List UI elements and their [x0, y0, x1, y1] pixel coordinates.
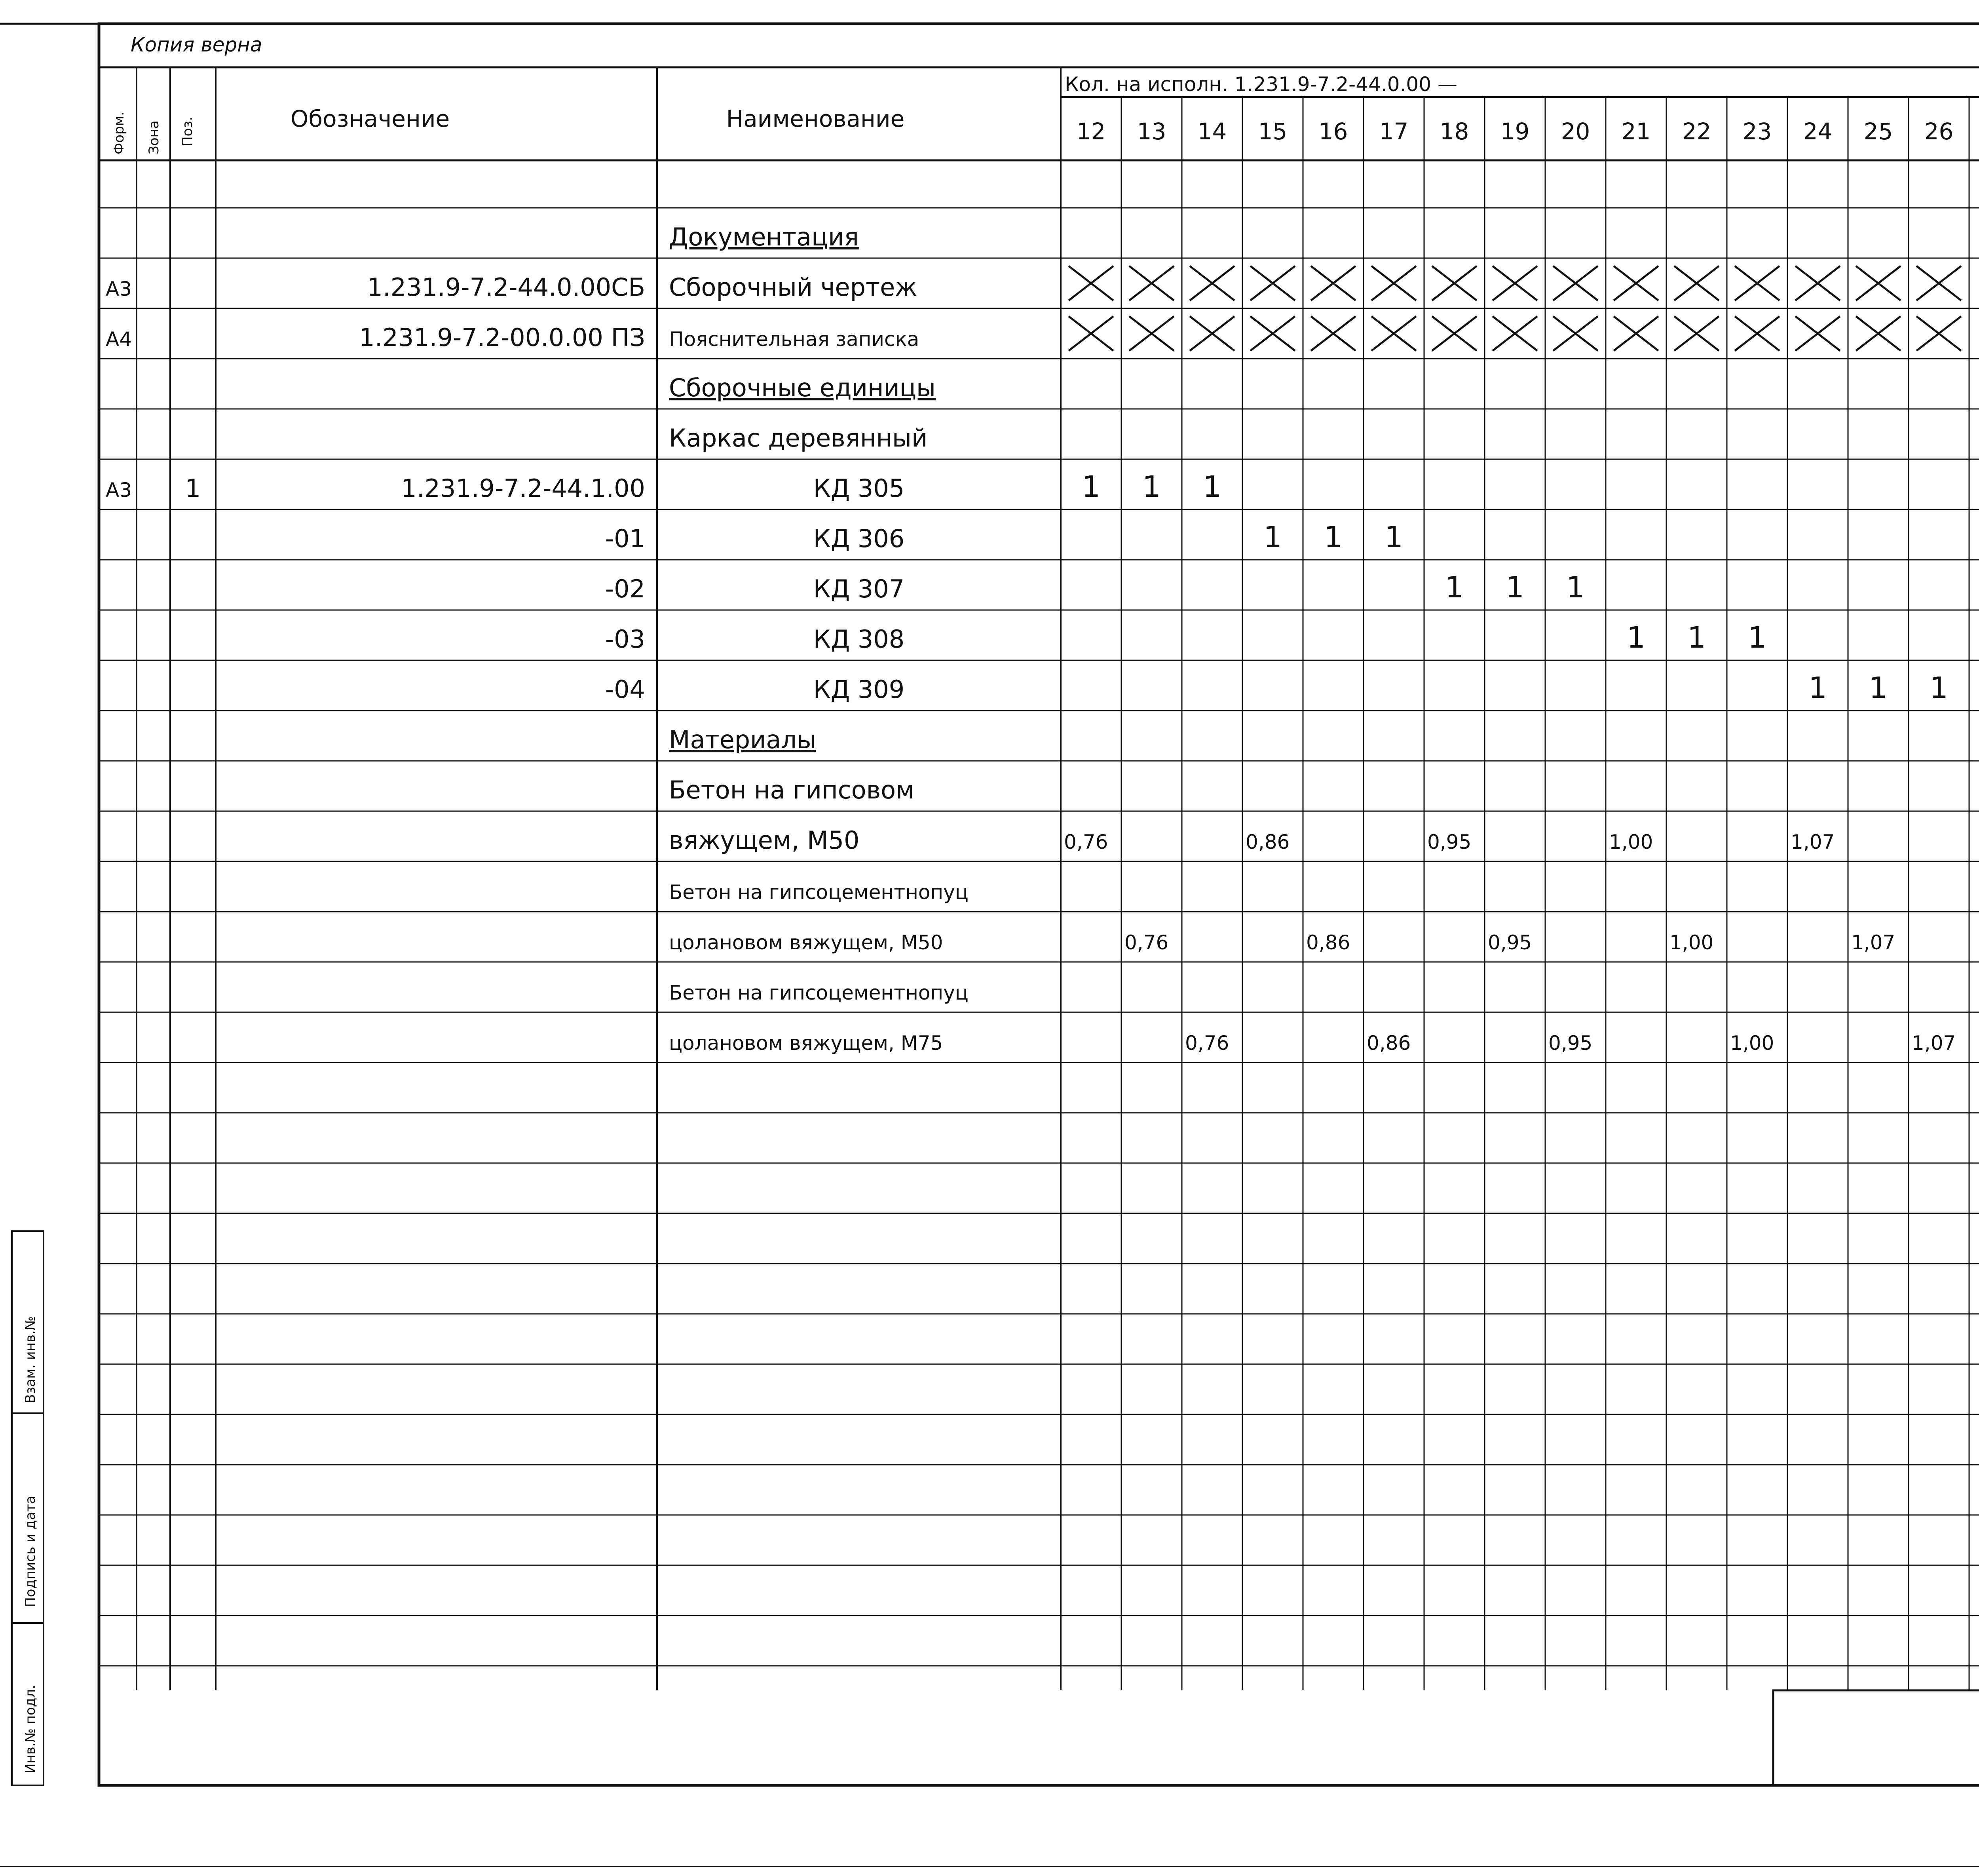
table-body	[106, 222, 1979, 1055]
cross-mark	[1856, 266, 1901, 300]
header-name: Наименование	[726, 105, 905, 132]
table-row	[669, 826, 1979, 855]
variant-number: 22	[1682, 118, 1711, 145]
variant-number: 14	[1197, 118, 1227, 145]
cross-mark	[1069, 266, 1113, 300]
header-zone: Зона	[146, 120, 162, 154]
table-row	[669, 931, 1979, 954]
quantity-value: 1,07	[1791, 831, 1835, 853]
cross-mark	[1493, 266, 1537, 300]
table-row	[605, 671, 1948, 705]
side-stamp-inv-original: Инв.№ подл.	[23, 1685, 38, 1773]
quantity-mark: 1	[1202, 470, 1222, 504]
cross-mark	[1614, 316, 1658, 351]
variant-number: 19	[1500, 118, 1530, 145]
side-stamp-replacement-inv: Взам. инв.№	[23, 1316, 38, 1403]
row-designation: -03	[605, 625, 645, 654]
quantity-value: 0,86	[1367, 1032, 1411, 1055]
row-designation: 1.231.9-7.2-44.1.00	[401, 474, 645, 503]
table-row	[669, 881, 969, 904]
cross-mark	[1916, 316, 1961, 351]
row-name: Сборочный чертеж	[669, 273, 917, 302]
variant-number: 24	[1803, 118, 1833, 145]
title-block	[1773, 1690, 1979, 1785]
cross-mark	[1735, 266, 1780, 300]
cross-mark	[1553, 266, 1598, 300]
row-name: Бетон на гипсоцементнопуц	[669, 881, 969, 904]
row-designation: -01	[605, 524, 645, 553]
quantity-mark: 1	[1505, 570, 1525, 604]
quantity-value: 0,86	[1246, 831, 1290, 853]
cross-mark	[1129, 316, 1174, 351]
table-row	[106, 266, 1961, 302]
cross-mark	[1190, 316, 1235, 351]
quantity-value: 1,07	[1912, 1032, 1956, 1055]
row-designation: -04	[605, 675, 645, 704]
row-format: А4	[105, 328, 132, 351]
header-format: Форм.	[111, 111, 127, 154]
row-designation: 1.231.9-7.2-00.0.00 ПЗ	[359, 323, 645, 352]
cross-mark	[1916, 266, 1961, 300]
quantity-mark: 1	[1384, 520, 1404, 554]
variant-number: 26	[1924, 118, 1954, 145]
quantity-value: 0,76	[1185, 1032, 1229, 1055]
row-name: Каркас деревянный	[669, 424, 928, 452]
cross-mark	[1432, 266, 1477, 300]
section-heading: Материалы	[669, 725, 816, 754]
row-name: Бетон на гипсоцементнопуц	[669, 981, 969, 1004]
quantity-value: 0,95	[1548, 1032, 1593, 1055]
cross-mark	[1553, 316, 1598, 351]
variant-number: 18	[1440, 118, 1469, 145]
quantity-mark: 1	[1445, 570, 1464, 604]
row-name: КД 307	[813, 574, 905, 603]
table-row	[605, 621, 1766, 655]
cross-mark	[1432, 316, 1477, 351]
variant-number: 23	[1742, 118, 1772, 145]
variant-number: 13	[1137, 118, 1166, 145]
header-pos: Поз.	[180, 116, 196, 146]
row-designation: -02	[605, 574, 645, 603]
row-name: КД 308	[813, 625, 905, 654]
variant-number: 17	[1379, 118, 1409, 145]
row-name: цолановом вяжущем, М75	[669, 1032, 943, 1055]
table-grid	[99, 67, 1979, 1690]
row-format: А3	[105, 479, 132, 502]
quantity-mark: 1	[1142, 470, 1161, 504]
header-designation: Обозначение	[290, 105, 450, 132]
certified-copy-note: Копия верна	[131, 33, 262, 56]
cross-mark	[1371, 266, 1416, 300]
table-row	[605, 520, 1403, 554]
quantity-value: 1,00	[1730, 1032, 1774, 1055]
section-heading: Сборочные единицы	[669, 373, 936, 402]
quantity-mark: 1	[1929, 671, 1949, 705]
table-row	[669, 1032, 1979, 1055]
variant-number: 12	[1076, 118, 1106, 145]
variant-number: 16	[1318, 118, 1348, 145]
quantity-value: 1,00	[1609, 831, 1653, 853]
section-heading-row	[669, 222, 859, 251]
cross-mark	[1795, 316, 1840, 351]
row-name: Бетон на гипсовом	[669, 775, 914, 804]
row-name: КД 306	[813, 524, 905, 553]
cross-mark	[1311, 316, 1356, 351]
quantity-mark: 1	[1081, 470, 1101, 504]
quantity-mark: 1	[1626, 621, 1646, 655]
quantity-mark: 1	[1566, 570, 1585, 604]
quantity-mark: 1	[1869, 671, 1888, 705]
cross-mark	[1674, 316, 1719, 351]
cross-mark	[1674, 266, 1719, 300]
quantity-value: 0,76	[1124, 931, 1169, 954]
variant-number: 21	[1621, 118, 1651, 145]
variant-headers	[1077, 118, 1954, 145]
title-block-frame	[1773, 1690, 1979, 1785]
quantity-mark: 1	[1687, 621, 1706, 655]
row-name: вяжущем, М50	[669, 826, 860, 855]
quantity-mark: 1	[1808, 671, 1827, 705]
cross-mark	[1311, 266, 1356, 300]
row-name: КД 305	[813, 474, 905, 503]
cross-mark	[1190, 266, 1235, 300]
quantity-value: 0,95	[1427, 831, 1472, 853]
cross-mark	[1129, 266, 1174, 300]
cross-mark	[1614, 266, 1658, 300]
section-heading: Документация	[669, 222, 859, 251]
cross-mark	[1795, 266, 1840, 300]
table-row	[106, 316, 1961, 352]
side-stamp-signature-date: Подпись и дата	[23, 1496, 38, 1607]
quantity-mark: 1	[1747, 621, 1767, 655]
section-heading-row	[669, 725, 816, 754]
quantity-value: 1,07	[1851, 931, 1895, 954]
row-name: Пояснительная записка	[669, 328, 919, 351]
cross-mark	[1493, 316, 1537, 351]
row-position: 1	[185, 474, 201, 503]
table-row	[669, 981, 969, 1004]
cross-mark	[1250, 266, 1295, 300]
row-name: цолановом вяжущем, М50	[669, 931, 943, 954]
row-designation: 1.231.9-7.2-44.0.00СБ	[367, 273, 645, 302]
header-qty-caption: Кол. на исполн. 1.231.9-7.2-44.0.00 —	[1065, 73, 1457, 96]
table-row	[669, 775, 914, 804]
variant-number: 20	[1561, 118, 1590, 145]
cross-mark	[1250, 316, 1295, 351]
table-row	[605, 570, 1585, 604]
table-row	[669, 424, 927, 452]
row-format: А3	[105, 278, 132, 300]
row-name: КД 309	[813, 675, 905, 704]
quantity-value: 0,76	[1064, 831, 1108, 853]
quantity-value: 0,86	[1306, 931, 1350, 954]
quantity-mark: 1	[1324, 520, 1343, 554]
cross-mark	[1735, 316, 1780, 351]
side-stamp	[12, 1231, 44, 1785]
quantity-value: 0,95	[1488, 931, 1532, 954]
section-heading-row	[669, 373, 936, 402]
quantity-mark: 1	[1263, 520, 1282, 554]
quantity-value: 1,00	[1669, 931, 1714, 954]
cross-mark	[1856, 316, 1901, 351]
table-row	[106, 470, 1221, 504]
variant-number: 15	[1258, 118, 1288, 145]
cross-mark	[1371, 316, 1416, 351]
variant-number: 25	[1863, 118, 1893, 145]
cross-mark	[1069, 316, 1113, 351]
